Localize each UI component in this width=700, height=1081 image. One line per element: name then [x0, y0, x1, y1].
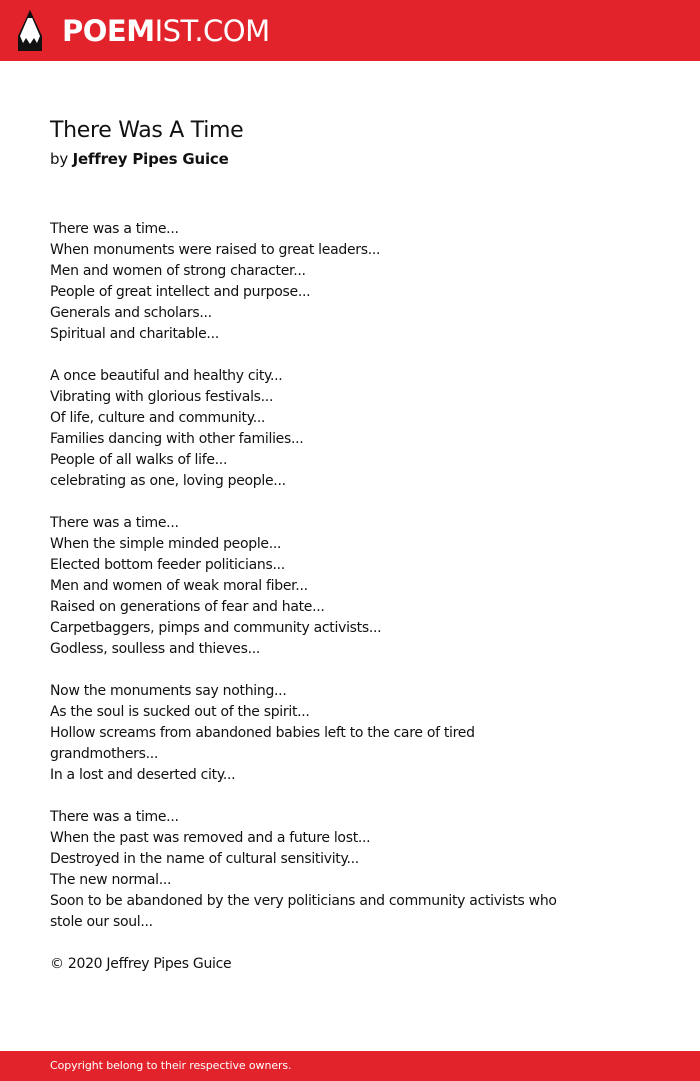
poem-copyright: © 2020 Jeffrey Pipes Guice: [50, 956, 232, 972]
logo-bold-text: POEM: [62, 14, 155, 48]
poem-stanza: [50, 513, 580, 660]
author-name: Jeffrey Pipes Guice: [72, 150, 229, 168]
poem-line: Godless, soulless and thieves...: [50, 641, 261, 657]
site-header: [0, 0, 700, 61]
poem-stanza: [50, 366, 580, 492]
poem-line: There was a time...: [50, 809, 179, 825]
poem-line: Elected bottom feeder politicians...: [50, 557, 285, 573]
poem-line: Vibrating with glorious festivals...: [50, 389, 274, 405]
by-label: by: [50, 150, 68, 168]
poem-line: People of great intellect and purpose...: [50, 284, 311, 300]
poem-stanza: [50, 219, 580, 345]
site-logo[interactable]: [62, 12, 270, 50]
poem-line: When the simple minded people...: [50, 536, 282, 552]
poem-line: Spiritual and charitable...: [50, 326, 219, 342]
poem-line: Men and women of weak moral fiber...: [50, 578, 308, 594]
footer-copyright-text: Copyright belong to their respective owners.: [50, 1059, 292, 1072]
poem-stanza: [50, 807, 580, 933]
poem-line: Raised on generations of fear and hate...: [50, 599, 325, 615]
poem-line: Families dancing with other families...: [50, 431, 304, 447]
poem-title: There Was A Time: [50, 118, 244, 143]
poem-line: Carpetbaggers, pimps and community activists...: [50, 620, 382, 636]
poem-line: A once beautiful and healthy city...: [50, 368, 283, 384]
logo-light-text: IST.COM: [154, 14, 270, 48]
poem-line: Destroyed in the name of cultural sensitivity...: [50, 851, 359, 867]
poem-line: In a lost and deserted city...: [50, 767, 236, 783]
poem-line: Now the monuments say nothing...: [50, 683, 287, 699]
poem-stanza: [50, 681, 580, 786]
byline: [50, 148, 229, 170]
poem-line: celebrating as one, loving people...: [50, 473, 286, 489]
poem-line: People of all walks of life...: [50, 452, 228, 468]
poem-line: Generals and scholars...: [50, 305, 212, 321]
poem-line: Men and women of strong character...: [50, 263, 306, 279]
poem-line: As the soul is sucked out of the spirit...: [50, 704, 310, 720]
poem-line: Soon to be abandoned by the very politicians and community activists who stole our soul...: [50, 893, 557, 930]
poem-line: There was a time...: [50, 221, 179, 237]
poem-line: Of life, culture and community...: [50, 410, 266, 426]
pencil-tip-icon[interactable]: [18, 10, 42, 51]
poem-line: There was a time...: [50, 515, 179, 531]
site-footer: [0, 1051, 700, 1081]
poem-line: When monuments were raised to great leaders...: [50, 242, 381, 258]
poem-line: The new normal...: [50, 872, 172, 888]
poem-line: Hollow screams from abandoned babies left to the care of tired grandmothers...: [50, 725, 475, 762]
poem-line: When the past was removed and a future lost...: [50, 830, 371, 846]
poem-body: [50, 219, 580, 954]
